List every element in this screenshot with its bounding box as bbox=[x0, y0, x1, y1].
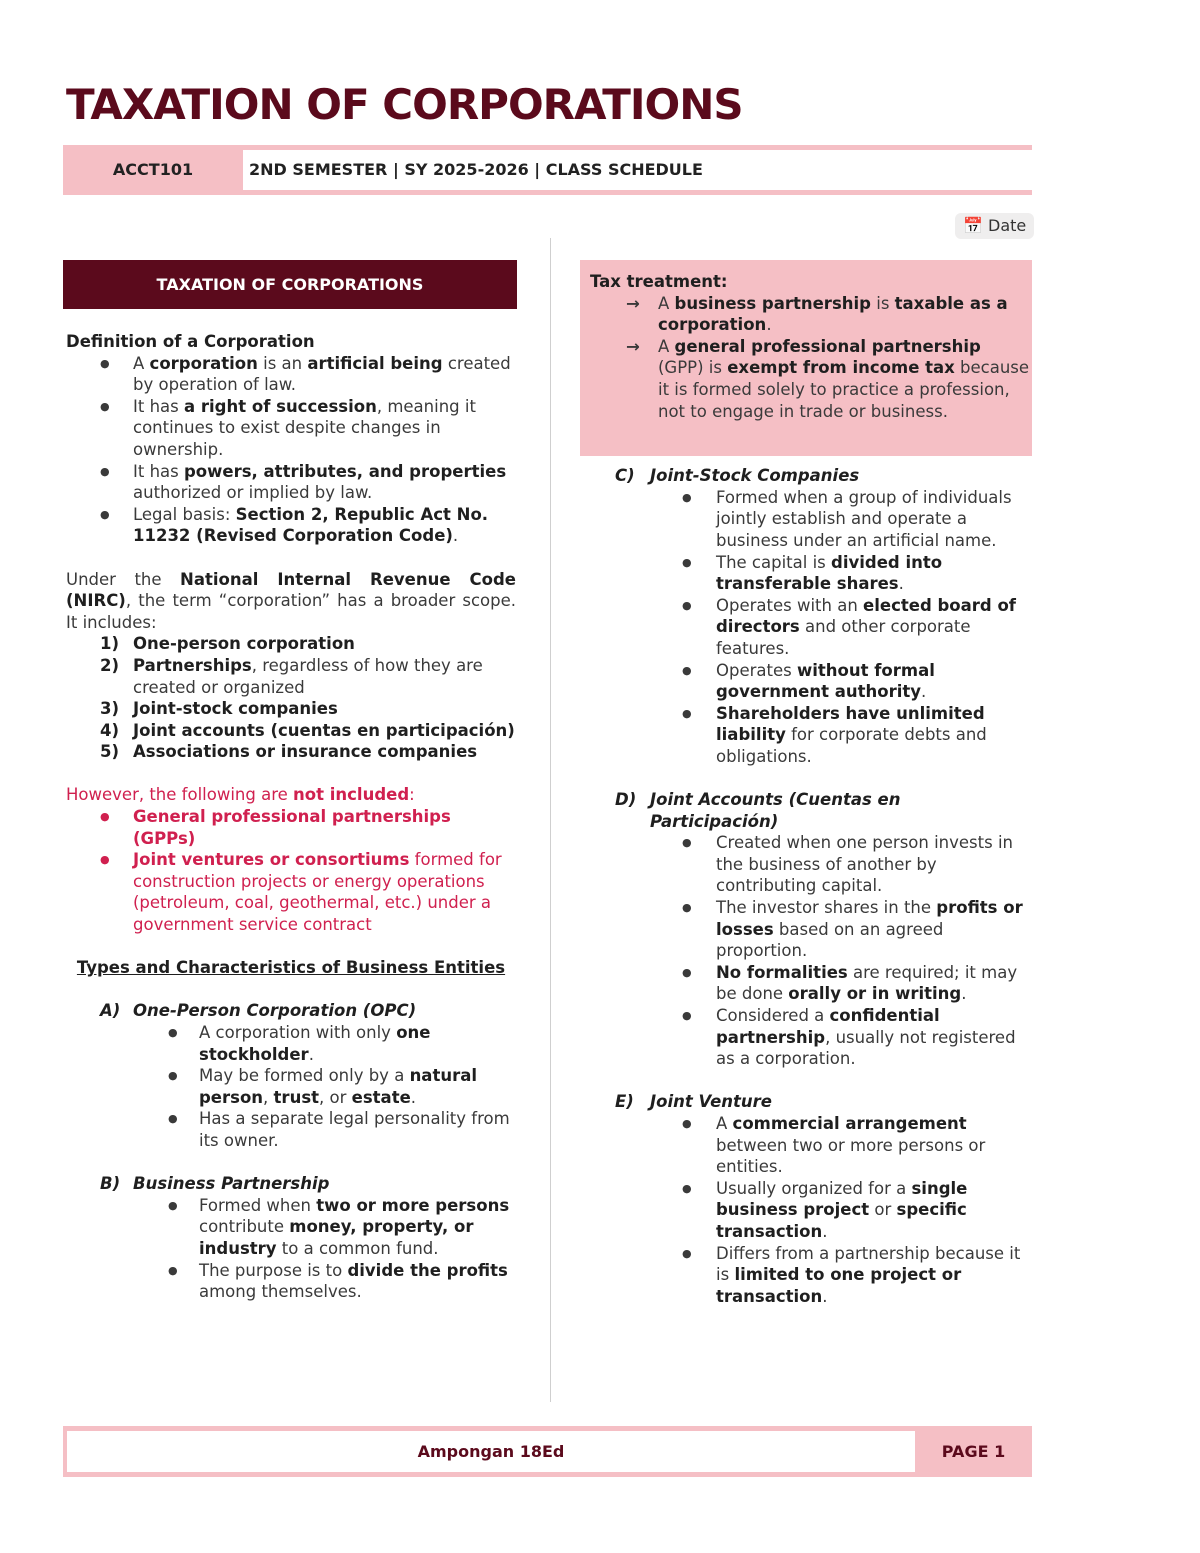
footer-source: Ampongan 18Ed bbox=[67, 1431, 915, 1472]
calendar-icon: 📅 bbox=[963, 216, 983, 235]
ja-heading: D) Joint Accounts (Cuentas en Participación) bbox=[615, 790, 901, 831]
jsc-heading: C) Joint-Stock Companies bbox=[615, 466, 860, 486]
footer-bar bbox=[63, 1426, 1032, 1477]
opc-list bbox=[66, 1022, 516, 1152]
page-number: PAGE 1 bbox=[941, 1442, 1006, 1461]
list-item: ● Joint ventures or consortiums formed for construction projects or energy operations (petroleum, coal, geothermal, etc.) under a government service contract bbox=[66, 849, 516, 935]
ja-list bbox=[590, 832, 1030, 1070]
list-item: ● The capital is divided into transferable shares. bbox=[590, 552, 1030, 595]
list-item: ● Has a separate legal personality from its owner. bbox=[66, 1108, 516, 1151]
list-item: ● It has a right of succession, meaning it continues to exist despite changes in ownership. bbox=[66, 396, 516, 461]
jv-list bbox=[590, 1113, 1030, 1307]
definition-heading: Definition of a Corporation bbox=[66, 332, 315, 351]
list-item: ● May be formed only by a natural person, trust, or estate. bbox=[66, 1065, 516, 1108]
list-item: ● The investor shares in the profits or losses based on an agreed proportion. bbox=[590, 897, 1030, 962]
list-item: 5) Associations or insurance companies bbox=[100, 742, 478, 762]
list-item: 1) One-person corporation bbox=[100, 634, 355, 654]
date-label: Date bbox=[988, 216, 1027, 235]
list-item: 2) Partnerships, regardless of how they are created or organized bbox=[100, 655, 483, 697]
bp-heading: B) Business Partnership bbox=[100, 1174, 330, 1194]
list-item: ● Operates with an elected board of directors and other corporate features. bbox=[590, 595, 1030, 660]
course-info: 2ND SEMESTER | SY 2025-2026 | CLASS SCHEDULE bbox=[243, 150, 1089, 190]
course-header-bar bbox=[63, 145, 1032, 195]
nirc-list bbox=[66, 633, 516, 763]
exclusions-intro: However, the following are not included: bbox=[66, 785, 415, 805]
list-item: ● Differs from a partnership because it is limited to one project or transaction. bbox=[590, 1243, 1030, 1308]
definition-list bbox=[66, 353, 516, 547]
list-item: ● Considered a confidential partnership, usually not registered as a corporation. bbox=[590, 1005, 1030, 1070]
opc-heading: A) One-Person Corporation (OPC) bbox=[100, 1001, 417, 1021]
list-item: 3) Joint-stock companies bbox=[100, 699, 338, 719]
list-item: ● A corporation is an artificial being created by operation of law. bbox=[66, 353, 516, 396]
exclusions-list bbox=[66, 806, 516, 936]
section-banner: TAXATION OF CORPORATIONS bbox=[63, 260, 517, 309]
list-item: ● Created when one person invests in the business of another by contributing capital. bbox=[590, 832, 1030, 897]
nirc-intro: Under the National Internal Revenue Code (NIRC), the term “corporation” has a broader scope. It includes: bbox=[66, 569, 517, 632]
list-item: ● The purpose is to divide the profits among themselves. bbox=[66, 1260, 516, 1303]
types-heading: Types and Characteristics of Business Entities bbox=[76, 958, 506, 978]
list-item: ● Shareholders have unlimited liability for corporate debts and obligations. bbox=[590, 703, 1030, 768]
list-item: ● No formalities are required; it may be done orally or in writing. bbox=[590, 962, 1030, 1005]
right-column bbox=[590, 271, 1030, 1307]
list-item: ● General professional partnerships (GPPs) bbox=[66, 806, 516, 849]
list-item: → A business partnership is taxable as a corporation. bbox=[590, 293, 1030, 336]
list-item: ● A corporation with only one stockholder. bbox=[66, 1022, 516, 1065]
left-column bbox=[66, 331, 516, 1303]
list-item: ● Formed when two or more persons contribute money, property, or industry to a common fund. bbox=[66, 1195, 516, 1260]
tax-treatment-heading: Tax treatment: bbox=[590, 272, 728, 291]
date-chip[interactable] bbox=[955, 213, 1034, 239]
list-item: → A general professional partnership (GPP) is exempt from income tax because it is formed solely to practice a profession, not to engage in trade or business. bbox=[590, 336, 1030, 422]
list-item: ● Usually organized for a single business project or specific transaction. bbox=[590, 1178, 1030, 1243]
jsc-list bbox=[590, 487, 1030, 768]
tax-treatment-list bbox=[522, 293, 1030, 423]
list-item: ● Formed when a group of individuals jointly establish and operate a business under an artificial name. bbox=[590, 487, 1030, 552]
course-code: ACCT101 bbox=[112, 160, 194, 179]
bp-list bbox=[66, 1195, 516, 1303]
page-title: TAXATION OF CORPORATIONS bbox=[66, 80, 743, 129]
list-item: ● Operates without formal government authority. bbox=[590, 660, 1030, 703]
list-item: ● Legal basis: Section 2, Republic Act No. 11232 (Revised Corporation Code). bbox=[66, 504, 516, 547]
jv-heading: E) Joint Venture bbox=[615, 1092, 772, 1112]
list-item: ● A commercial arrangement between two or more persons or entities. bbox=[590, 1113, 1030, 1178]
list-item: ● It has powers, attributes, and properties authorized or implied by law. bbox=[66, 461, 516, 504]
list-item: 4) Joint accounts (cuentas en participación) bbox=[100, 720, 515, 740]
